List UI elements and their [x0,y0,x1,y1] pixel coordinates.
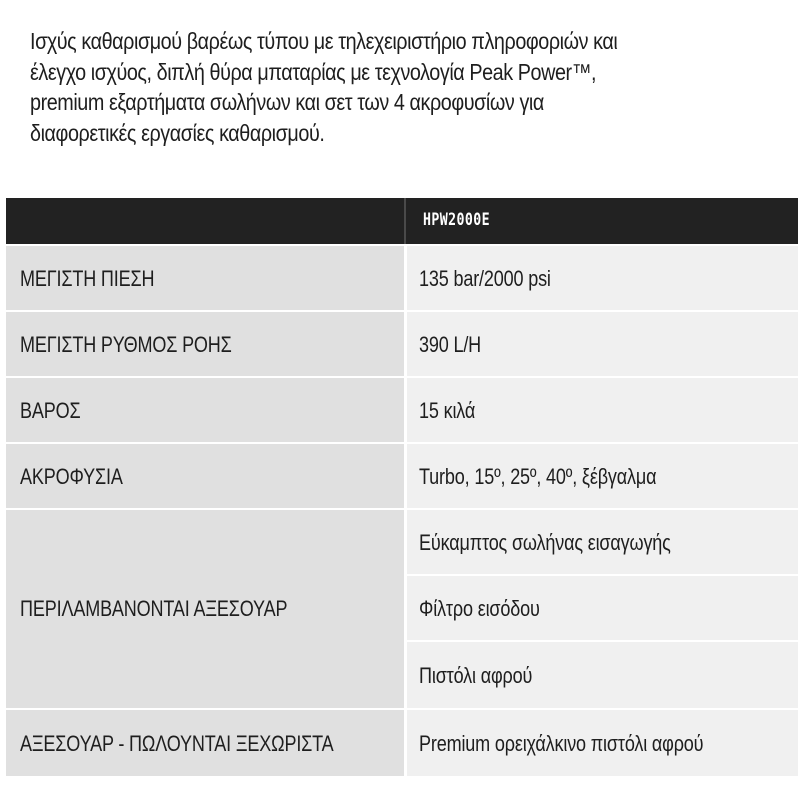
spec-label: ΜΕΓΙΣΤΗ ΠΙΕΣΗ [20,266,155,291]
spec-label: ΑΚΡΟΦΥΣΙΑ [20,464,123,489]
spec-label: ΒΑΡΟΣ [20,398,81,423]
table-row-value [407,444,798,508]
spec-label: ΑΞΕΣΟΥΑΡ - ΠΩΛΟΥΝΤΑΙ ΞΕΧΩΡΙΣΤΑ [20,731,334,756]
spec-label: ΠΕΡΙΛΑΜΒΑΝΟΝΤΑΙ ΑΞΕΣΟΥΑΡ [20,596,288,621]
spec-value: Εύκαμπτος σωλήνας εισαγωγής [419,530,671,555]
table-header [6,198,798,244]
table-row-label [6,246,404,310]
intro-line: Ισχύς καθαρισμού βαρέως τύπου με τηλεχειριστήριο πληροφοριών και [30,28,618,54]
table-row-label [6,378,404,442]
table-row-value [407,642,798,708]
model-name: HPW2000E [423,210,490,230]
table-row-label [6,510,404,708]
header-divider [404,198,406,244]
table-row-label [6,444,404,508]
spec-value: Premium ορειχάλκινο πιστόλι αφρού [419,731,704,756]
intro-line: premium εξαρτήματα σωλήνων και σετ των 4 ακροφυσίων για [30,89,544,115]
table-row-value [407,710,798,776]
table-row-value [407,378,798,442]
spec-value: Turbo, 15º, 25º, 40º, ξέβγαλμα [419,464,657,489]
intro-paragraph [30,26,675,148]
table-row-label [6,312,404,376]
spec-value: 390 L/H [419,332,482,357]
spec-value: 135 bar/2000 psi [419,266,551,291]
table-row-label [6,710,404,776]
table-row-value [407,246,798,310]
spec-value: 15 κιλά [419,398,476,423]
intro-line: έλεγχο ισχύος, διπλή θύρα μπαταρίας με τεχνολογία Peak Power™, [30,58,597,85]
table-row-value [407,510,798,574]
spec-value: Πιστόλι αφρού [419,663,533,688]
table-row-value [407,312,798,376]
table-row-value [407,576,798,640]
spec-label: ΜΕΓΙΣΤΗ ΡΥΘΜΟΣ ΡΟΗΣ [20,332,232,357]
spec-value: Φίλτρο εισόδου [419,596,540,621]
intro-line: διαφορετικές εργασίες καθαρισμού. [30,119,325,146]
